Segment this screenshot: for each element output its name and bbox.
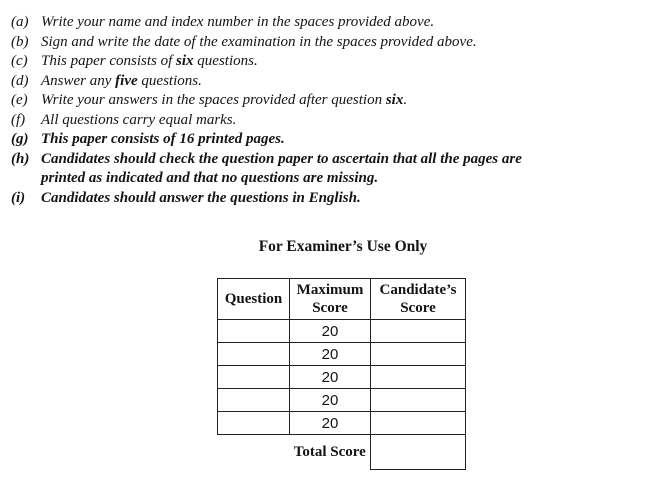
question-cell[interactable]: [218, 389, 290, 412]
examiner-table-title: For Examiner’s Use Only: [258, 238, 428, 255]
instruction-text: All questions carry equal marks.: [41, 111, 237, 128]
question-cell[interactable]: [218, 366, 290, 389]
instruction-f: [11, 111, 631, 131]
table-header-row: [218, 279, 466, 320]
instruction-letter: (a): [11, 14, 29, 30]
instruction-text-post: .: [403, 92, 408, 108]
instruction-emphasis: six: [385, 92, 404, 108]
instruction-letter: (g): [11, 131, 29, 147]
question-cell[interactable]: [218, 320, 290, 343]
header-max-score-line1: Maximum: [296, 282, 364, 298]
instruction-emphasis: six: [176, 53, 194, 69]
instruction-letter: (b): [11, 33, 29, 50]
examiner-score-table: [217, 278, 466, 470]
instruction-text: [41, 91, 631, 111]
max-score-cell: 20: [290, 366, 371, 389]
max-score-cell: 20: [290, 343, 371, 366]
instruction-text-post: questions.: [197, 53, 258, 69]
max-score-cell: 20: [290, 412, 371, 435]
instruction-letter: (h): [11, 150, 30, 167]
instruction-letter: (i): [11, 189, 26, 206]
instruction-text-pre: Answer any: [41, 72, 112, 89]
instruction-text: [41, 52, 631, 72]
candidate-score-cell[interactable]: [371, 412, 466, 435]
instruction-emphasis: five: [115, 72, 138, 89]
instruction-letter: (c): [11, 53, 28, 69]
instruction-letter: (d): [11, 72, 29, 89]
candidate-score-cell[interactable]: [371, 320, 466, 343]
instruction-h: [11, 150, 631, 189]
instruction-text-post: questions.: [141, 72, 202, 89]
instruction-i: [11, 189, 631, 209]
total-row: [218, 435, 466, 470]
instruction-text-line1: Candidates should check the question paper to ascertain that all the pages are: [41, 150, 522, 167]
instruction-text: Write your name and index number in the spaces provided above.: [41, 14, 435, 30]
candidate-score-cell[interactable]: [371, 343, 466, 366]
table-row: [218, 389, 466, 412]
instruction-text: [41, 150, 631, 189]
instruction-text-pre: Write your answers in the spaces provided after question: [41, 92, 383, 108]
instruction-d: [11, 72, 631, 92]
instruction-g: [11, 130, 631, 150]
instruction-text-line2: printed as indicated and that no questions are missing.: [41, 170, 379, 186]
instruction-letter: (e): [11, 92, 28, 108]
instruction-text: This paper consists of 16 printed pages.: [41, 131, 285, 147]
instructions-list: [11, 13, 631, 208]
instruction-text-pre: This paper consists of: [41, 53, 173, 69]
max-score-cell: 20: [290, 389, 371, 412]
header-candidate-score-line2: Score: [400, 300, 436, 316]
instruction-c: [11, 52, 631, 72]
max-score-cell: 20: [290, 320, 371, 343]
header-max-score-line2: Score: [312, 300, 348, 316]
candidate-score-cell[interactable]: [371, 389, 466, 412]
instruction-text: [41, 72, 631, 92]
instruction-a: [11, 13, 631, 33]
total-score-cell[interactable]: [371, 435, 466, 470]
header-candidate-score-line1: Candidate’s: [379, 282, 457, 298]
header-max-score: [290, 279, 371, 320]
candidate-score-cell[interactable]: [371, 366, 466, 389]
instruction-text: Candidates should answer the questions in English.: [41, 189, 361, 206]
question-cell[interactable]: [218, 412, 290, 435]
header-candidate-score: [371, 279, 466, 320]
question-cell[interactable]: [218, 343, 290, 366]
total-score-label: Total Score: [293, 443, 366, 460]
table-row: [218, 320, 466, 343]
table-row: [218, 412, 466, 435]
total-row-spacer: [218, 435, 290, 470]
instruction-b: [11, 33, 631, 53]
instruction-text: Sign and write the date of the examination in the spaces provided above.: [41, 33, 477, 50]
instruction-e: [11, 91, 631, 111]
table-row: [218, 366, 466, 389]
table-row: [218, 343, 466, 366]
header-question: Question: [218, 279, 290, 320]
instruction-letter: (f): [11, 111, 26, 128]
